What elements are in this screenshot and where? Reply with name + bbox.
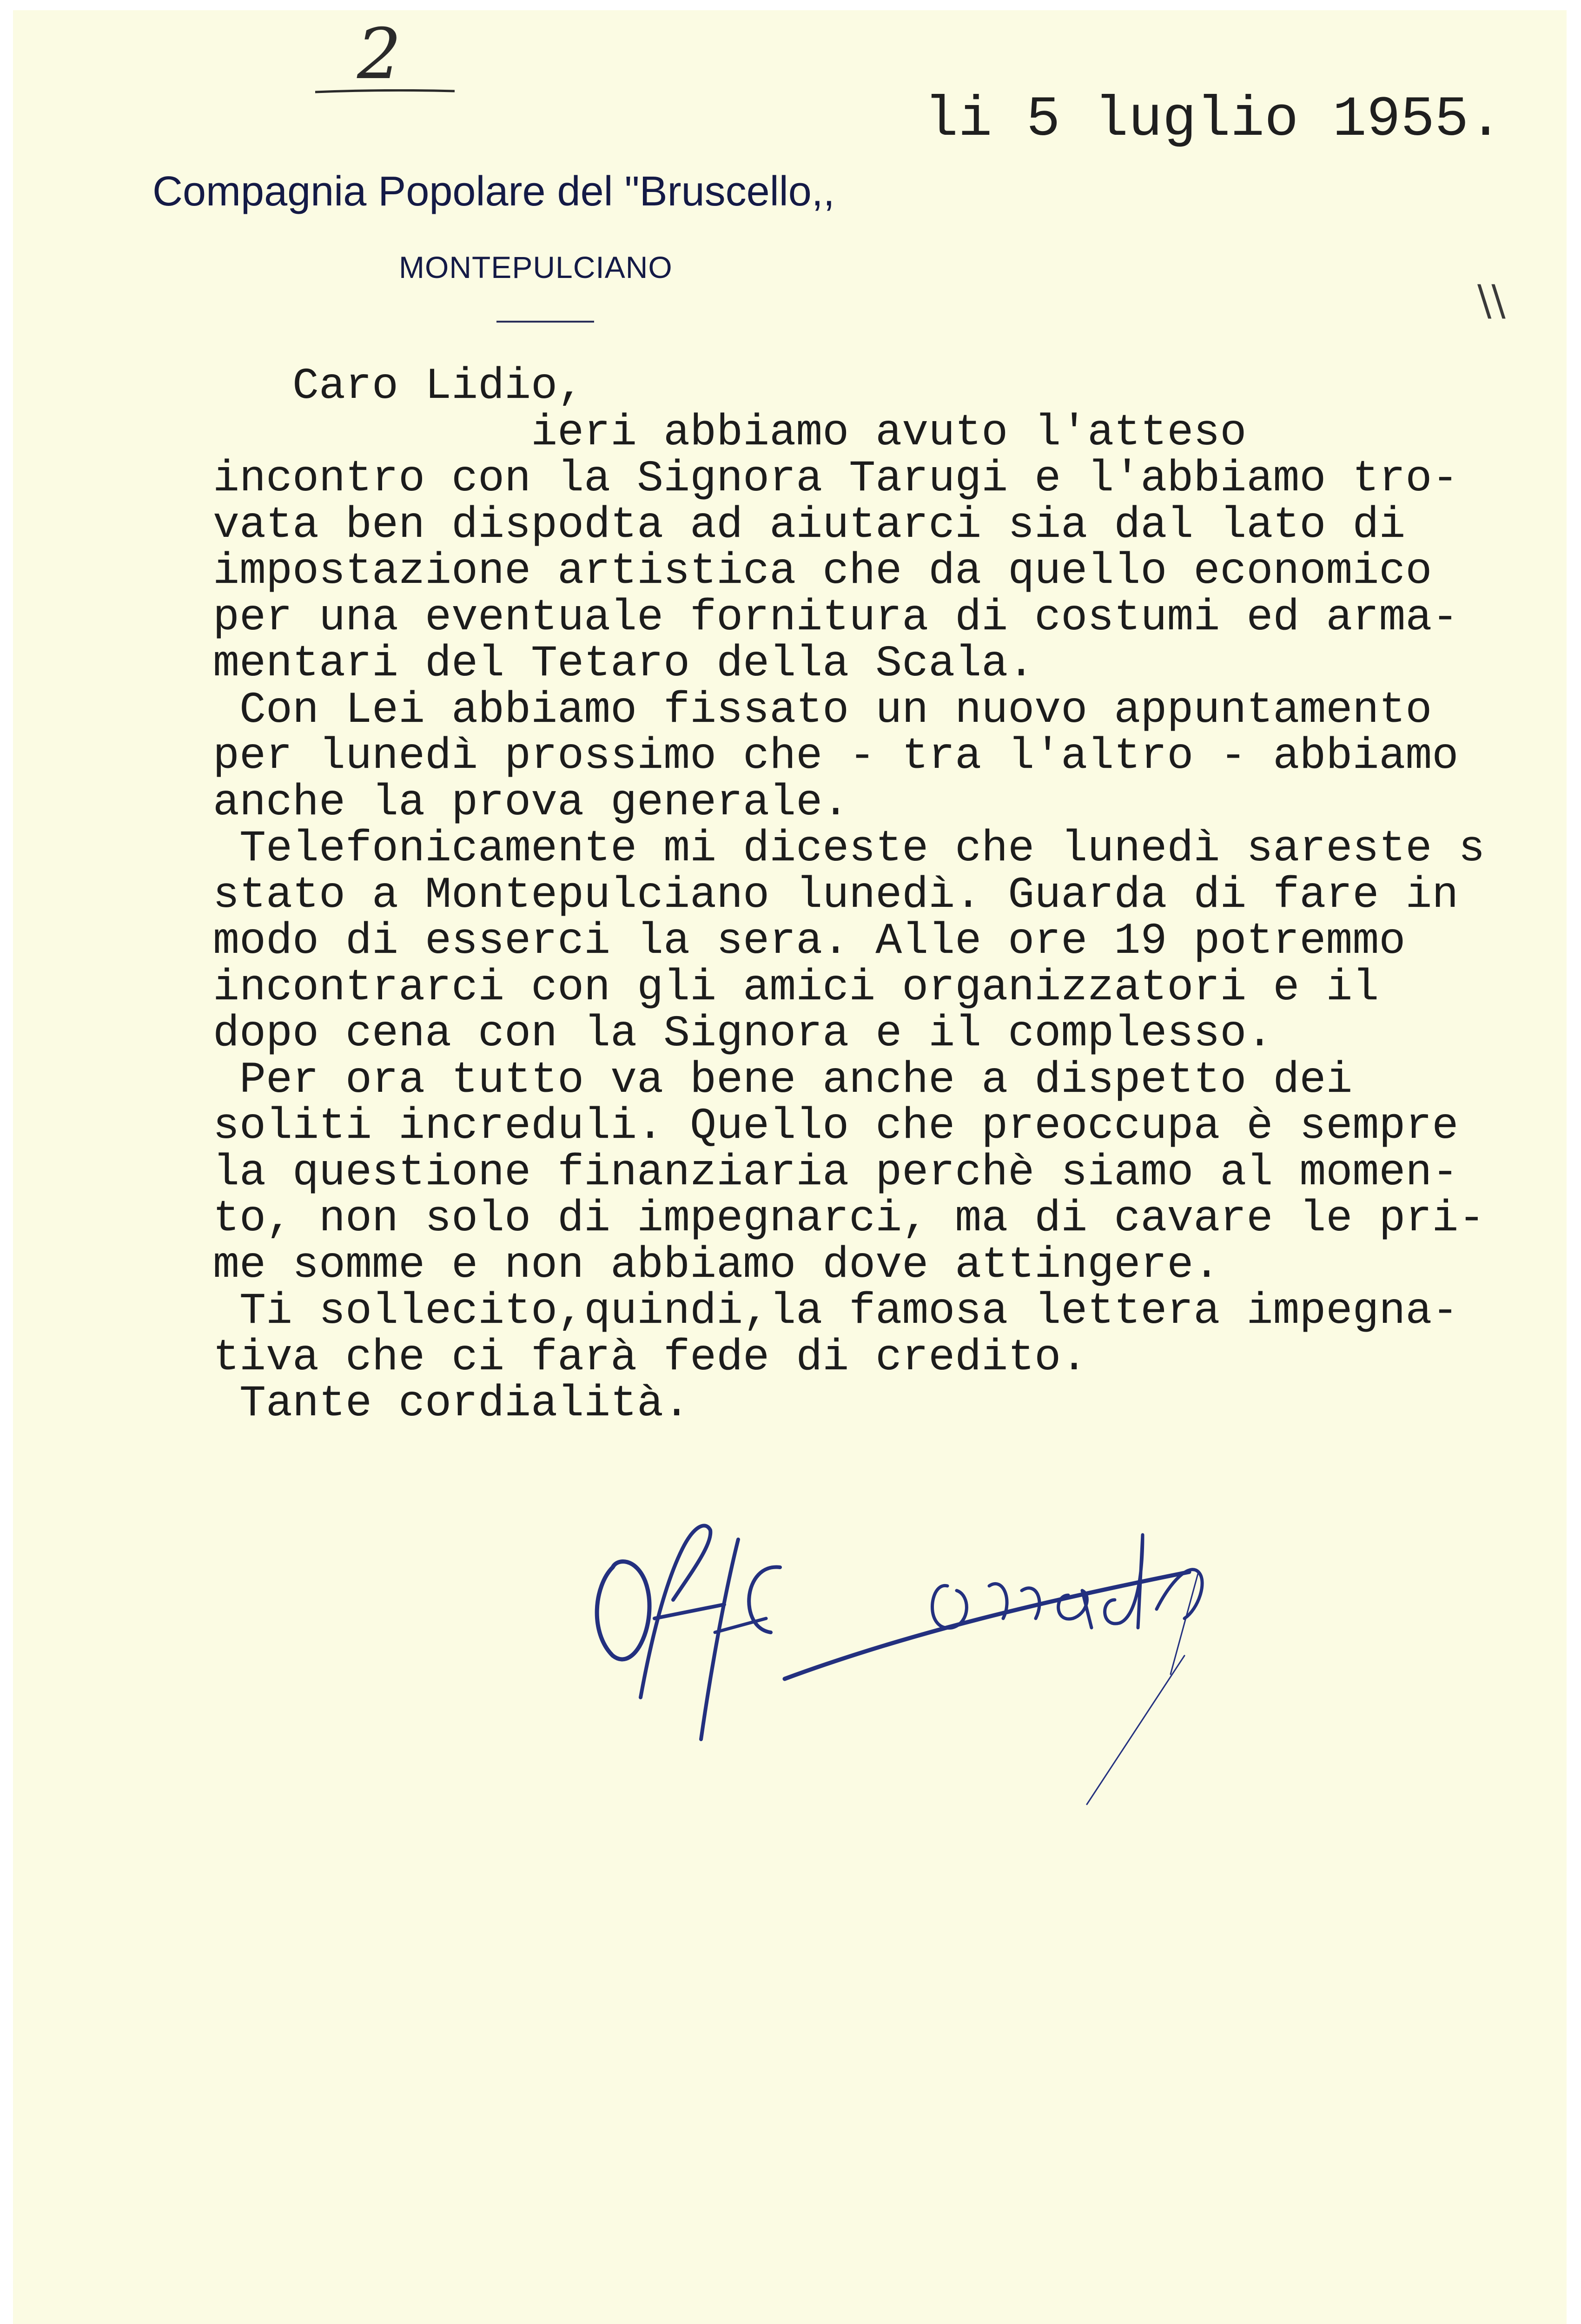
letterhead-organization: Compagnia Popolare del "Bruscello,, xyxy=(152,168,835,215)
letter-line: impostazione artistica che da quello economico xyxy=(213,546,1432,596)
handwritten-signature xyxy=(585,1479,1375,1814)
letterhead-divider xyxy=(496,321,594,323)
letter-line: anche la prova generale. xyxy=(213,777,849,828)
letter-line: vata ben dispodta ad aiutarci sia dal lato di xyxy=(213,500,1406,550)
letter-line: me somme e non abbiamo dove attingere. xyxy=(213,1240,1220,1290)
letter-body xyxy=(213,363,1561,1427)
letter-sheet xyxy=(13,10,1567,2324)
letter-line: Telefonicamente mi diceste che lunedì sareste s xyxy=(213,824,1485,874)
letter-line: ieri abbiamo avuto l'atteso xyxy=(213,407,1247,458)
letter-line: dopo cena con la Signora e il complesso. xyxy=(213,1009,1273,1059)
letter-line: to, non solo di impegnarci, ma di cavare le pri- xyxy=(213,1194,1485,1244)
letter-line: stato a Montepulciano lunedì. Guarda di fare in xyxy=(213,870,1459,920)
letter-line: incontrarci con gli amici organizzatori e il xyxy=(213,962,1379,1013)
letter-line: Caro Lidio, xyxy=(213,361,584,411)
letter-line: Con Lei abbiamo fissato un nuovo appuntamento xyxy=(213,685,1432,735)
margin-marks: \\ xyxy=(1477,276,1506,325)
letter-line: per una eventuale fornitura di costumi ed arma- xyxy=(213,592,1459,643)
letter-line: tiva che ci farà fede di credito. xyxy=(213,1332,1088,1383)
letter-line: modo di esserci la sera. Alle ore 19 potremmo xyxy=(213,916,1406,966)
letter-line: incontro con la Signora Tarugi e l'abbiamo tro- xyxy=(213,454,1459,504)
letter-line: Ti sollecito,quindi,la famosa lettera impegna- xyxy=(213,1286,1459,1336)
letter-date: li 5 luglio 1955. xyxy=(924,87,1503,152)
letter-line: Tante cordialità. xyxy=(213,1379,690,1429)
page-number: 2 xyxy=(357,14,402,95)
letter-line: Per ora tutto va bene anche a dispetto dei xyxy=(213,1055,1353,1105)
letter-line: mentari del Tetaro della Scala. xyxy=(213,639,1035,689)
letter-line: la questione finanziaria perchè siamo al momen- xyxy=(213,1147,1459,1198)
letterhead-city: MONTEPULCIANO xyxy=(399,250,673,284)
letter-line: per lunedì prossimo che - tra l'altro - abbiamo xyxy=(213,731,1459,781)
page-number-underline xyxy=(315,89,455,94)
letter-line: soliti increduli. Quello che preoccupa è sempre xyxy=(213,1101,1459,1151)
